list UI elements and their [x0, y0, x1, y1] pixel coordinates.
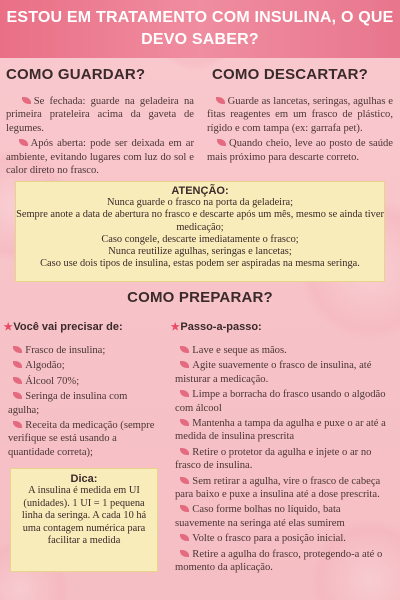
section-heading-descartar: COMO DESCARTAR? — [212, 66, 369, 83]
list-item: Quando cheio, leve ao posto de saúde mais próximo para descarte correto. — [207, 138, 393, 163]
list-item: Sem retirar a agulha, vire o frasco de cabeça para baixo e puxe a insulina até a dose prescrita. — [175, 475, 381, 501]
tip-box — [10, 468, 158, 572]
passo-label: ✯Passo-a-passo: — [171, 321, 262, 333]
list-item: Algodão; — [8, 359, 160, 372]
section-heading-guardar: COMO GUARDAR? — [6, 66, 146, 83]
leaf-icon — [13, 361, 22, 368]
leaf-icon — [180, 390, 189, 397]
page-title: ESTOU EM TRATAMENTO COM INSULINA, O QUE DEVO SABER? — [6, 9, 394, 48]
attention-line: Caso use dois tipos de insulina, estas podem ser aspiradas na mesma seringa. — [40, 258, 360, 270]
leaf-icon — [180, 550, 189, 557]
leaf-icon — [180, 448, 189, 455]
list-item: Mantenha a tampa da agulha e puxe o ar até a medida de insulina prescrita — [175, 418, 386, 443]
attention-line: Caso congele, descarte imediatamente o frasco; — [101, 233, 299, 245]
precisar-list — [8, 344, 160, 461]
attention-line: Nunca reutilize agulhas, seringas e lancetas; — [108, 246, 292, 258]
title-banner — [0, 0, 400, 58]
list-item: Limpe a borracha do frasco usando o algodão com álcool — [175, 389, 386, 414]
leaf-icon — [180, 419, 189, 426]
leaf-icon — [13, 421, 22, 428]
list-item: Guarde as lancetas, seringas, agulhas e fitas reagentes em um frasco de plástico, rígido e com tampa (ex: garrafa pet). — [207, 96, 393, 134]
leaf-icon — [13, 392, 22, 399]
tip-text: A insulina é medida em UI (unidades). 1 UI = 1 pequena linha da seringa. A cada 10 há uma contagem numérica para facilitar a medida — [21, 485, 147, 547]
list-item: Retire o protetor da agulha e injete o ar no frasco de insulina. — [175, 446, 372, 472]
star-icon: ✯ — [171, 322, 180, 333]
list-item: Lave e seque as mãos. — [175, 344, 393, 357]
list-item: Agite suavemente o frasco de insulina, até misturar a medicação. — [175, 360, 372, 385]
leaf-icon — [13, 346, 22, 353]
list-item: Caso forme bolhas no líquido, bata suavemente na seringa até elas sumirem — [175, 504, 345, 529]
passo-list — [175, 344, 393, 577]
list-item: Frasco de insulina; — [8, 344, 160, 357]
list-item: Retire a agulha do frasco, protegendo-a até o momento da aplicação. — [175, 548, 383, 574]
leaf-icon — [180, 477, 189, 484]
leaf-icon — [180, 534, 189, 541]
guardar-column — [6, 95, 194, 179]
descartar-column — [207, 95, 393, 166]
list-item: Seringa de insulina com agulha; — [8, 391, 128, 416]
leaf-icon — [19, 139, 28, 146]
leaf-icon — [217, 139, 226, 146]
list-item: Receita da medicação (sempre verifique se está usando a quantidade correta); — [8, 420, 155, 458]
leaf-icon — [180, 346, 189, 353]
star-icon: ✯ — [4, 322, 13, 333]
list-item: Após aberta: pode ser deixada em ar ambiente, evitando lugares com luz do sol e calor direto no frasco. — [6, 138, 194, 177]
leaf-icon — [180, 505, 189, 512]
leaf-icon — [22, 97, 31, 104]
attention-box — [15, 181, 385, 282]
attention-line: Nunca guarde o frasco na porta da geladeira; — [106, 197, 294, 209]
list-item: Se fechada: guarde na geladeira na primeira prateleira acima da gaveta de legumes. — [6, 96, 194, 134]
attention-line: Sempre anote a data de abertura no frasco e descarte após um mês, mesmo se ainda tiver medicação; — [16, 209, 384, 233]
list-item: Álcool 70%; — [8, 375, 160, 388]
list-item: Volte o frasco para a posição inicial. — [175, 532, 393, 545]
section-heading-preparar: COMO PREPARAR? — [127, 289, 273, 306]
attention-title: ATENÇÃO: — [171, 185, 229, 197]
precisar-label: ✯Você vai precisar de: — [4, 321, 123, 333]
leaf-icon — [180, 361, 189, 368]
tip-title: Dica: — [70, 473, 98, 485]
leaf-icon — [216, 97, 225, 104]
leaf-icon — [13, 377, 22, 384]
